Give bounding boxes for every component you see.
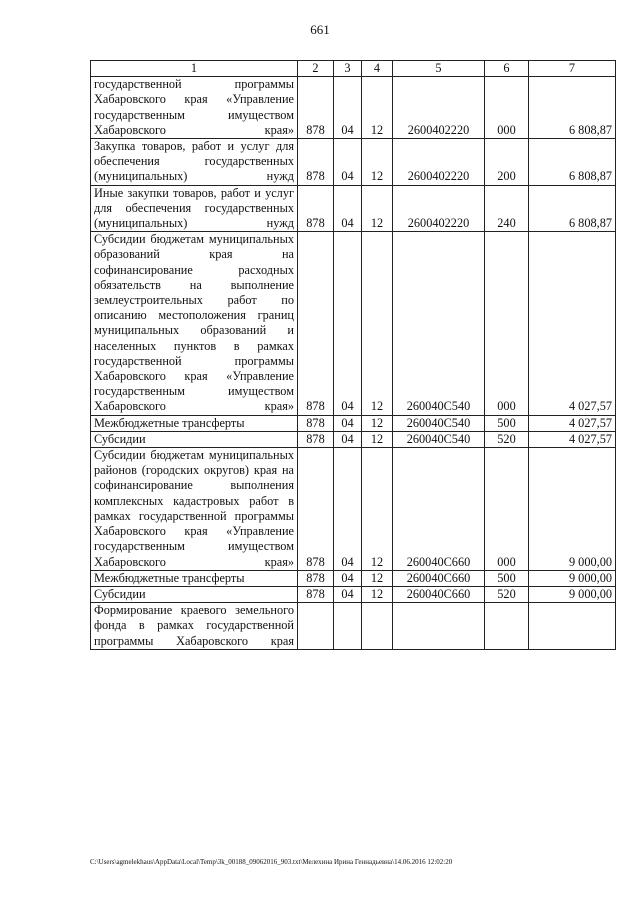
cell-section: 04: [334, 586, 362, 602]
item-name-line: Хабаровского края: [94, 524, 208, 539]
cell-item-name: [91, 448, 298, 571]
table-row: [91, 185, 616, 232]
item-name-line: края на софинансирование: [94, 247, 294, 277]
item-name-line: (муниципальных) нужд: [94, 216, 294, 231]
header-col-6: 6: [485, 61, 529, 77]
cell-amount: 9 000,00: [529, 570, 616, 586]
item-name-line: Межбюджетные трансферты: [94, 570, 245, 585]
item-name-line: земельного фонда в рамках: [94, 603, 295, 633]
header-col-5: 5: [393, 61, 485, 77]
table-body: [91, 77, 616, 650]
cell-expense-type: 200: [485, 139, 529, 186]
item-name-line: образований и населенных: [94, 323, 294, 353]
table-header-row: [91, 61, 616, 77]
cell-subsection: 12: [362, 77, 393, 139]
item-name-line: описанию местоположения: [94, 308, 246, 323]
cell-subsection: 12: [362, 431, 393, 447]
item-name-line: края»: [264, 554, 294, 569]
cell-section: 04: [334, 185, 362, 232]
cell-expense-type: 000: [485, 448, 529, 571]
table-row: [91, 448, 616, 571]
cell-target-item: 260040С660: [393, 570, 485, 586]
item-name-line: края»: [264, 399, 294, 414]
item-name-line: Закупка товаров, работ и услуг: [94, 139, 270, 154]
cell-amount: 6 808,87: [529, 139, 616, 186]
cell-item-name: [91, 603, 298, 650]
cell-amount: 4 027,57: [529, 415, 616, 431]
item-name-line: выполнения комплексных: [94, 478, 294, 508]
item-name-line: муниципальных районов: [94, 448, 294, 478]
cell-target-item: 2600402220: [393, 185, 485, 232]
cell-admin-code: 878: [298, 448, 334, 571]
item-name-line: (городских округов) края на: [141, 463, 295, 478]
item-name-line: государственных: [204, 200, 294, 215]
item-name-line: Субсидии бюджетам: [94, 448, 205, 463]
item-name-line: землеустроительных работ по: [94, 293, 294, 308]
table-row: [91, 232, 616, 415]
item-name-line: Субсидии бюджетам: [94, 232, 205, 247]
cell-section: 04: [334, 232, 362, 415]
header-col-3: 3: [334, 61, 362, 77]
cell-subsection: [362, 603, 393, 650]
cell-section: 04: [334, 77, 362, 139]
cell-item-name: [91, 139, 298, 186]
item-name-line: Формирование краевого: [94, 603, 227, 618]
header-col-2: 2: [298, 61, 334, 77]
cell-section: 04: [334, 431, 362, 447]
item-name-line: пунктов в рамках: [173, 338, 295, 353]
table-row: [91, 603, 616, 650]
item-name-line: Межбюджетные трансферты: [94, 415, 245, 430]
table-row: [91, 586, 616, 602]
cell-amount: 6 808,87: [529, 185, 616, 232]
cell-target-item: 260040С540: [393, 232, 485, 415]
table-row: [91, 570, 616, 586]
cell-target-item: 2600402220: [393, 139, 485, 186]
header-col-1: 1: [91, 61, 298, 77]
item-name-line: «Управление государственным: [94, 369, 294, 399]
item-name-line: государственной программы: [94, 353, 294, 368]
table-row: [91, 139, 616, 186]
cell-section: 04: [334, 448, 362, 571]
cell-target-item: [393, 603, 485, 650]
cell-expense-type: 520: [485, 431, 529, 447]
item-name-line: «Управление государственным: [94, 524, 294, 554]
cell-expense-type: 000: [485, 232, 529, 415]
item-name-line: кадастровых работ в рамках: [94, 493, 295, 523]
item-name-line: имуществом Хабаровского: [94, 107, 294, 137]
cell-item-name: [91, 185, 298, 232]
cell-subsection: 12: [362, 448, 393, 571]
item-name-line: Хабаровского края: [94, 369, 208, 384]
budget-table: [90, 60, 616, 650]
page-number: 661: [310, 22, 330, 37]
cell-admin-code: 878: [298, 139, 334, 186]
item-name-line: выполнение: [230, 277, 294, 292]
cell-amount: 9 000,00: [529, 448, 616, 571]
item-name-line: (муниципальных) нужд: [94, 169, 294, 184]
cell-admin-code: 878: [298, 431, 334, 447]
cell-admin-code: 878: [298, 185, 334, 232]
item-name-line: государственной программы: [94, 77, 294, 92]
item-name-line: границ муниципальных: [94, 308, 294, 338]
item-name-line: услуг для обеспечения: [94, 185, 295, 215]
cell-target-item: 2600402220: [393, 77, 485, 139]
cell-expense-type: 000: [485, 77, 529, 139]
cell-item-name: [91, 232, 298, 415]
cell-amount: 6 808,87: [529, 77, 616, 139]
cell-item-name: [91, 586, 298, 602]
item-name-line: государственной программы: [138, 508, 294, 523]
cell-admin-code: 878: [298, 415, 334, 431]
cell-item-name: [91, 77, 298, 139]
cell-section: 04: [334, 570, 362, 586]
cell-amount: [529, 603, 616, 650]
table-row: [91, 77, 616, 139]
cell-subsection: 12: [362, 586, 393, 602]
cell-admin-code: 878: [298, 77, 334, 139]
item-name-line: имуществом Хабаровского: [94, 384, 294, 414]
item-name-line: государственной программы: [94, 618, 294, 648]
item-name-line: «Управление государственным: [94, 92, 294, 122]
footer-file-path: C:\Users\agmelekhaus\AppData\Local\Temp\3k_00188_09062016_903.txt\Мелехина Ирина Геннадьевна\14.06.2016 12:02:20: [90, 858, 453, 866]
item-name-line: государственных: [204, 154, 294, 169]
header-col-4: 4: [362, 61, 393, 77]
item-name-line: софинансирование: [94, 478, 193, 493]
item-name-line: Иные закупки товаров, работ и: [94, 185, 261, 200]
item-name-line: расходных обязательств на: [94, 262, 294, 292]
cell-admin-code: [298, 603, 334, 650]
cell-subsection: 12: [362, 415, 393, 431]
cell-admin-code: 878: [298, 570, 334, 586]
cell-admin-code: 878: [298, 586, 334, 602]
cell-item-name: [91, 431, 298, 447]
cell-target-item: 260040С540: [393, 431, 485, 447]
cell-expense-type: 500: [485, 570, 529, 586]
cell-amount: 9 000,00: [529, 586, 616, 602]
item-name-line: Субсидии: [94, 431, 146, 446]
item-name-line: Хабаровского края: [176, 633, 294, 648]
cell-expense-type: 500: [485, 415, 529, 431]
cell-expense-type: 520: [485, 586, 529, 602]
cell-section: 04: [334, 415, 362, 431]
item-name-line: для обеспечения: [94, 139, 294, 169]
item-name-line: имуществом Хабаровского: [94, 539, 294, 569]
cell-subsection: 12: [362, 232, 393, 415]
item-name-line: муниципальных образований: [94, 232, 294, 262]
cell-item-name: [91, 415, 298, 431]
header-col-7: 7: [529, 61, 616, 77]
cell-expense-type: [485, 603, 529, 650]
cell-target-item: 260040С540: [393, 415, 485, 431]
table-row: [91, 415, 616, 431]
item-name-line: Хабаровского края: [94, 92, 208, 107]
cell-amount: 4 027,57: [529, 431, 616, 447]
cell-subsection: 12: [362, 185, 393, 232]
cell-admin-code: 878: [298, 232, 334, 415]
item-name-line: края»: [264, 122, 294, 137]
cell-section: 04: [334, 139, 362, 186]
cell-item-name: [91, 570, 298, 586]
cell-target-item: 260040С660: [393, 586, 485, 602]
cell-subsection: 12: [362, 139, 393, 186]
cell-target-item: 260040С660: [393, 448, 485, 571]
cell-section: [334, 603, 362, 650]
table-row: [91, 431, 616, 447]
cell-subsection: 12: [362, 570, 393, 586]
item-name-line: Субсидии: [94, 586, 146, 601]
cell-expense-type: 240: [485, 185, 529, 232]
cell-amount: 4 027,57: [529, 232, 616, 415]
